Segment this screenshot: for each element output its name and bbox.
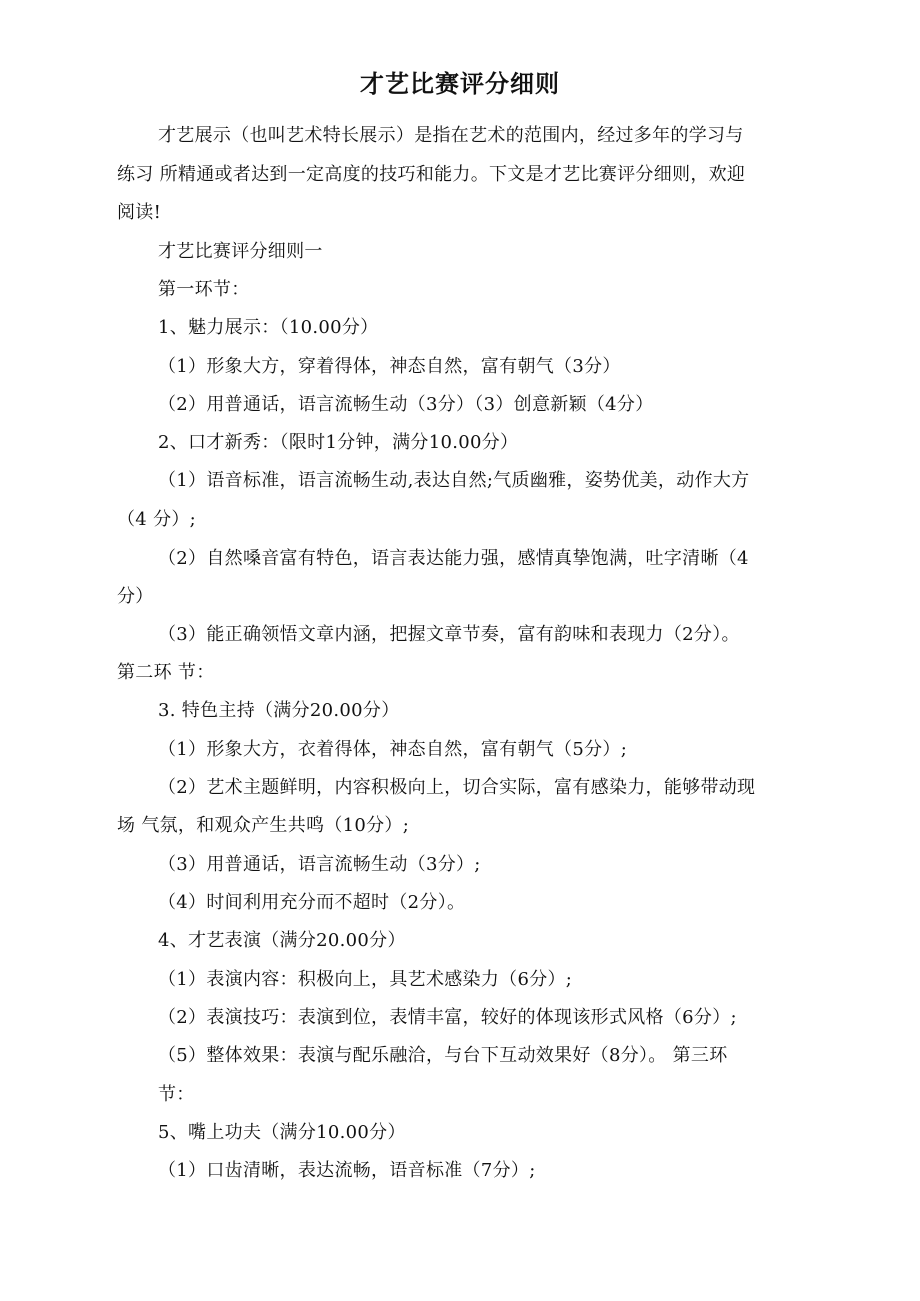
criterion-line: （1）语音标准，语言流畅生动,表达自然;气质幽雅，姿势优美，动作大方 [158, 470, 750, 491]
item-heading: 4、才艺表演（满分20.00分） [158, 930, 406, 951]
criterion-line: （1）口齿清晰，表达流畅，语音标准（7分）; [158, 1160, 536, 1181]
criterion-line: （4 分）; [117, 509, 197, 530]
criterion-line: （2）艺术主题鲜明，内容积极向上，切合实际，富有感染力，能够带动现 [158, 777, 756, 798]
paragraph-line: 才艺展示（也叫艺术特长展示）是指在艺术的范围内，经过多年的学习与 [158, 125, 744, 146]
criterion-line: （1）形象大方，衣着得体，神态自然，富有朝气（5分）; [158, 739, 628, 760]
criterion-line: （4）时间利用充分而不超时（2分）。 [158, 892, 466, 913]
item-heading: 1、魅力展示：（10.00分） [158, 317, 379, 338]
stage-heading: 第二环 节： [117, 662, 215, 683]
criterion-line: （3）用普通话，语言流畅生动（3分）; [158, 854, 481, 875]
item-heading: 3. 特色主持（满分20.00分） [158, 700, 400, 721]
item-heading: 2、口才新秀：（限时1分钟，满分10.00分） [158, 432, 519, 453]
stage-heading: 节： [158, 1084, 195, 1105]
criterion-line: （1）表演内容：积极向上，具艺术感染力（6分）; [158, 969, 573, 990]
criterion-line: （2）用普通话，语言流畅生动（3分）（3）创意新颖（4分） [158, 394, 654, 415]
criterion-line: 场 气氛，和观众产生共鸣（10分）; [117, 815, 410, 836]
criterion-line: 分） [117, 586, 154, 607]
criterion-line: （2）表演技巧：表演到位，表情丰富，较好的体现该形式风格（6分）; [158, 1007, 737, 1028]
stage-heading: 第一环节： [158, 279, 250, 300]
criterion-line: （5）整体效果：表演与配乐融洽，与台下互动效果好（8分）。 第三环 [158, 1045, 728, 1066]
criterion-line: （3）能正确领悟文章内涵，把握文章节奏，富有韵味和表现力（2分）。 [158, 624, 740, 645]
criterion-line: （2）自然嗓音富有特色，语言表达能力强，感情真挚饱满，吐字清晰（4 [158, 548, 749, 569]
criterion-line: （1）形象大方，穿着得体，神态自然，富有朝气（3分） [158, 356, 621, 377]
document-title: 才艺比赛评分细则 [360, 70, 560, 98]
paragraph-line: 阅读! [117, 202, 162, 223]
item-heading: 5、嘴上功夫（满分10.00分） [158, 1122, 406, 1143]
paragraph-line: 练习 所精通或者达到一定高度的技巧和能力。下文是才艺比赛评分细则，欢迎 [117, 164, 746, 185]
section-heading: 才艺比赛评分细则一 [158, 241, 323, 262]
